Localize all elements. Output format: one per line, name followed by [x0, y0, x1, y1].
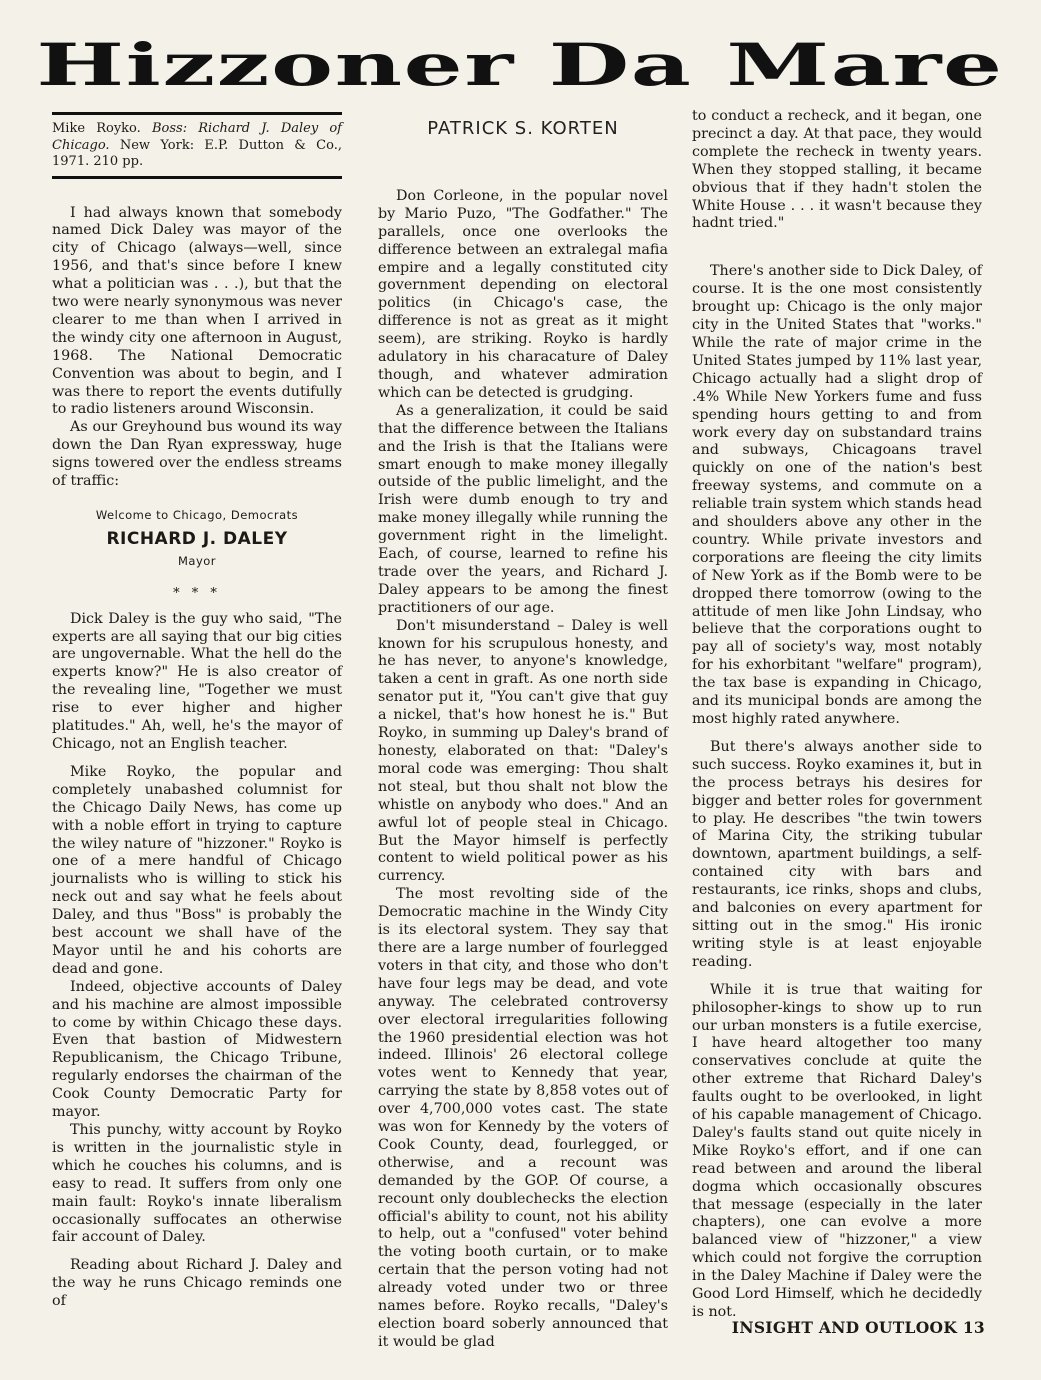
highway-sign: [52, 507, 342, 571]
citation-book-title: Boss: Richard J. Daley of Chicago.: [52, 121, 342, 153]
column-1: [52, 112, 342, 1311]
paragraph: Reading about Richard J. Daley and the way he runs Chicago reminds one of: [52, 1257, 342, 1310]
paragraph: There's another side to Dick Daley, of course. It is the one most consistently brought up: Chicago is the only major city in the United States that "works." While the rate of major crime in the United States jumped by 11% last year, Chicago actually had a slight drop of .4% While New Yorkers fume and fuss spending hours getting to and from work every day on substandard trains and subways, Chicagoans travel quickly on one of the nation's best freeway systems, and commute on a reliable train system which stands head and shoulders above any other in the country. While private investors and corporations are fleeing the city limits of New York as if the Bomb were to be dropped there tomorrow (owing to the attitude of men like John Lindsay, who believe that the corporations ought to pay all of society's way, most notably for his exhorbitant "welfare" program), the tax base is expanding in Chicago, and its municipal bonds are among the most highly rated anywhere.: [692, 263, 982, 727]
column-3: [692, 108, 982, 1322]
sign-name: RICHARD J. DALEY: [106, 528, 288, 549]
paragraph: As our Greyhound bus wound its way down the Dan Ryan expressway, huge signs towered over the endless streams of traffic:: [52, 419, 342, 490]
paragraph: Dick Daley is the guy who said, "The experts are all saying that our big cities are ungovernable. What the hell do the experts know?" He is also creator of the revealing line, "Together we must rise to ever higher and higher platitudes." Ah, well, he's the mayor of Chicago, not an English teacher.: [52, 610, 342, 752]
paragraph: The most revolting side of the Democratic machine in the Windy City is its electoral system. They say that there are a large number of fourlegged voters in that city, and those who don't have four legs may be dead, and vote anyway. The celebrated controversy over electoral irregularities following the 1960 presidential election was hot indeed. Illinois' 26 electoral college votes went to Kennedy that year, carrying the state by 8,858 votes out of over 4,700,000 votes cast. The state was won for Kennedy by the voters of Cook County, dead, fourlegged, or otherwise, and a recount was demanded by the GOP. Of course, a recount only doublechecks the election official's ability to count, not his ability to help, out a "confused" voter behind the voting booth curtain, or to make certain that the person voting had not already voted under two or three names before. Royko recalls, "Daley's election board soberly announced that it would be glad: [378, 886, 668, 1350]
page-footer: INSIGHT AND OUTLOOK 13: [731, 1318, 985, 1337]
sign-welcome: Welcome to Chicago, Democrats: [95, 508, 299, 522]
citation-publisher: New York: E.P. Dutton & Co., 1971. 210 pp.: [52, 137, 342, 169]
paragraph: to conduct a recheck, and it began, one precinct a day. At that pace, they would complete the recheck in twenty years. When they stopped stalling, it became obvious that if they hadn't stolen the White House . . . it wasn't because they hadnt tried.": [692, 108, 982, 232]
section-break: * * *: [173, 585, 221, 601]
citation-author: Mike Royko.: [52, 121, 141, 136]
paragraph: This punchy, witty account by Royko is written in the journalistic style in which he couches his columns, and is easy to read. It suffers from only one main fault: Royko's innate liberalism occasionally suffocates an otherwise fair account of Daley.: [52, 1122, 342, 1246]
citation-bottom-rule: [52, 176, 342, 179]
book-citation: [52, 115, 342, 176]
sign-title: Mayor: [177, 553, 217, 568]
paragraph: Don Corleone, in the popular novel by Mario Puzo, "The Godfather." The parallels, once one overlooks the difference between an extralegal mafia empire and a legally constituted city government depending on electoral politics (in Chicago's case, the difference is not as great as it might seem), are striking. Royko is hardly adulatory in his characature of Daley though, and whatever admiration which can be detected is grudging.: [378, 187, 668, 401]
paragraph: But there's always another side to such success. Royko examines it, but in the process betrays his desires for bigger and better roles for government to play. He describes "the twin towers of Marina City, the striking tubular downtown, apartment buildings, a self-contained city with bars and restaurants, ice rinks, shops and clubs, and balconies on every apartment for sitting out in the smog." His ironic writing style is at least enjoyable reading.: [692, 738, 982, 970]
paragraph: Mike Royko, the popular and completely unabashed columnist for the Chicago Daily News, has come up with a noble effort in trying to capture the wiley nature of "hizzoner." Royko is one of a mere handful of Chicago journalists who is willing to stick his neck out and say what he feels about Daley, and thus "Boss" is probably the best account we shall have of the Mayor until he and his cohorts are dead and gone.: [52, 763, 342, 977]
author-byline: PATRICK S. KORTEN: [427, 118, 619, 139]
column-2: [378, 118, 668, 1352]
article-title: Hizzoner Da Mare: [36, 31, 1004, 99]
paragraph: I had always known that somebody named Dick Daley was mayor of the city of Chicago (always—well, since 1956, and that's since before I knew what a politician was . . .), but that the two were nearly synonymous was never clearer to me than when I arrived in the windy city one afternoon in August, 1968. The National Democratic Convention was about to begin, and I was there to report the events dutifully to radio listeners around Wisconsin.: [52, 204, 342, 418]
paragraph: As a generalization, it could be said that the difference between the Italians and the Irish is that the Italians were smart enough to make money illegally outside of the public limelight, and the Irish were dumb enough to try and make money illegally while running the government right in the limelight. Each, of course, learned to refine his trade over the years, and Richard J. Daley appears to be among the finest practitioners of our age.: [378, 402, 668, 616]
paragraph: While it is true that waiting for philosopher-kings to show up to run our urban monsters is a futile exercise, I have heard altogether too many conservatives conclude at quite the other extreme that Richard Daley's faults ought to be overlooked, in light of his capable management of Chicago. Daley's faults stand out quite nicely in Mike Royko's effort, and if one can read between and around the liberal dogma which occasionally obscures that message (especially in the later chapters), one can evolve a more balanced view of "hizzoner," a view which could not forgive the corruption in the Daley Machine if Daley were the Good Lord Himself, which he decidedly is not.: [692, 981, 982, 1320]
paragraph: Don't misunderstand – Daley is well known for his scrupulous honesty, and he has never, to anyone's knowledge, taken a cent in graft. As one north side senator put it, "You can't give that guy a nickel, that's how honest he is." But Royko, in summing up Daley's brand of honesty, elaborated on that: "Daley's moral code was emerging: Thou shalt not steal, but thou shalt not blow the whistle on anybody who does." And an awful lot of people steal in Chicago. But the Mayor himself is perfectly content to wield political power as his currency.: [378, 617, 668, 885]
paragraph: Indeed, objective accounts of Daley and his machine are almost impossible to come by within Chicago these days. Even that bastion of Midwestern Republicanism, the Chicago Tribune, regularly endorses the chairman of the Cook County Democratic Party for mayor.: [52, 978, 342, 1121]
